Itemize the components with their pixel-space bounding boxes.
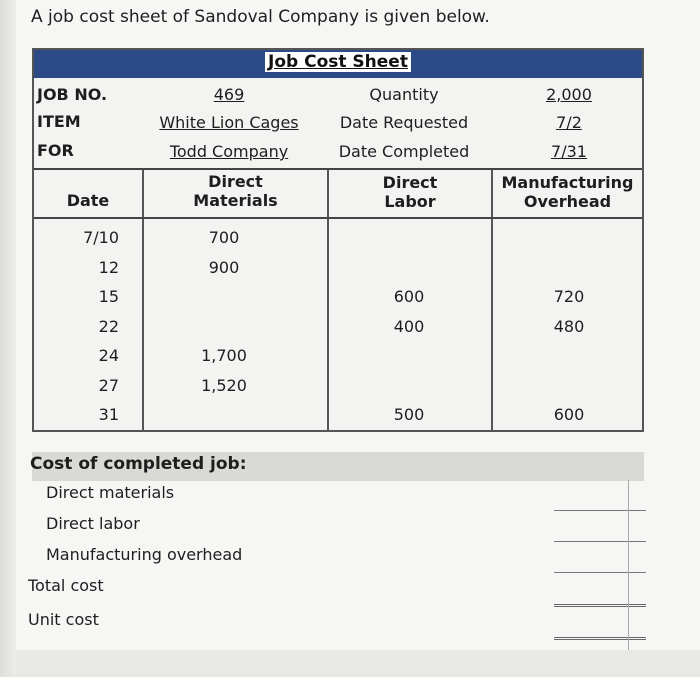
row-direct-labor: 500	[393, 405, 425, 424]
date-requested-value: 7/2	[556, 113, 582, 132]
row-mfg-overhead: 480	[553, 317, 585, 336]
row-direct-labor: 600	[393, 287, 425, 306]
col-mfg-overhead-line2: Overhead	[523, 192, 612, 211]
row-date: 24	[98, 346, 119, 365]
row-date: 27	[98, 376, 119, 395]
unit-cost-label: Unit cost	[28, 610, 99, 629]
direct-materials-label: Direct materials	[46, 483, 175, 502]
total-cost-label: Total cost	[28, 576, 104, 595]
unit-cost-answer-line[interactable]	[554, 637, 646, 640]
row-direct-materials: 700	[208, 228, 240, 247]
for-value: Todd Company	[169, 142, 289, 161]
col-direct-materials-line1: Direct	[208, 172, 263, 191]
row-date: 31	[98, 405, 119, 424]
row-direct-materials: 900	[208, 258, 240, 277]
row-date: 22	[98, 317, 119, 336]
col-direct-labor-line1: Direct	[382, 173, 438, 192]
direct-materials-answer-line[interactable]	[554, 510, 646, 511]
col-direct-labor-line2: Labor	[384, 192, 436, 211]
item-value: White Lion Cages	[159, 113, 299, 132]
page-bottom-margin	[16, 650, 700, 677]
column-header-divider	[34, 217, 642, 219]
row-direct-materials: 1,700	[201, 346, 247, 365]
manufacturing-overhead-answer-line[interactable]	[554, 572, 646, 573]
row-direct-labor: 400	[393, 317, 425, 336]
col-direct-materials-line2: Materials	[193, 191, 278, 210]
header-divider	[34, 168, 642, 170]
summary-heading: Cost of completed job:	[30, 454, 247, 474]
date-completed-value: 7/31	[551, 142, 587, 161]
worksheet-page	[16, 0, 700, 677]
row-mfg-overhead: 600	[553, 405, 585, 424]
job-cost-sheet	[32, 48, 644, 432]
date-completed-label: Date Completed	[338, 142, 470, 161]
for-label: FOR	[37, 141, 74, 160]
job-no-label: JOB NO.	[37, 85, 108, 104]
date-requested-label: Date Requested	[339, 113, 469, 132]
total-cost-answer-line[interactable]	[554, 604, 646, 607]
row-direct-materials: 1,520	[201, 376, 247, 395]
answer-column-edge	[628, 480, 629, 658]
direct-labor-label: Direct labor	[46, 514, 140, 533]
sheet-title	[34, 52, 642, 72]
page-edge	[0, 0, 16, 677]
job-no-value: 469	[213, 85, 245, 104]
row-date: 7/10	[83, 228, 119, 247]
quantity-value: 2,000	[546, 85, 592, 104]
sheet-title-text: Job Cost Sheet	[265, 52, 411, 72]
row-date: 12	[98, 258, 119, 277]
row-date: 15	[98, 287, 119, 306]
quantity-label: Quantity	[369, 85, 439, 104]
intro-text: A job cost sheet of Sandoval Company is given below.	[31, 7, 490, 27]
col-date-header: Date	[66, 191, 110, 210]
direct-labor-answer-line[interactable]	[554, 541, 646, 542]
item-label: ITEM	[37, 112, 81, 131]
row-mfg-overhead: 720	[553, 287, 585, 306]
col-mfg-overhead-line1: Manufacturing	[501, 173, 634, 192]
manufacturing-overhead-label: Manufacturing overhead	[46, 545, 243, 564]
